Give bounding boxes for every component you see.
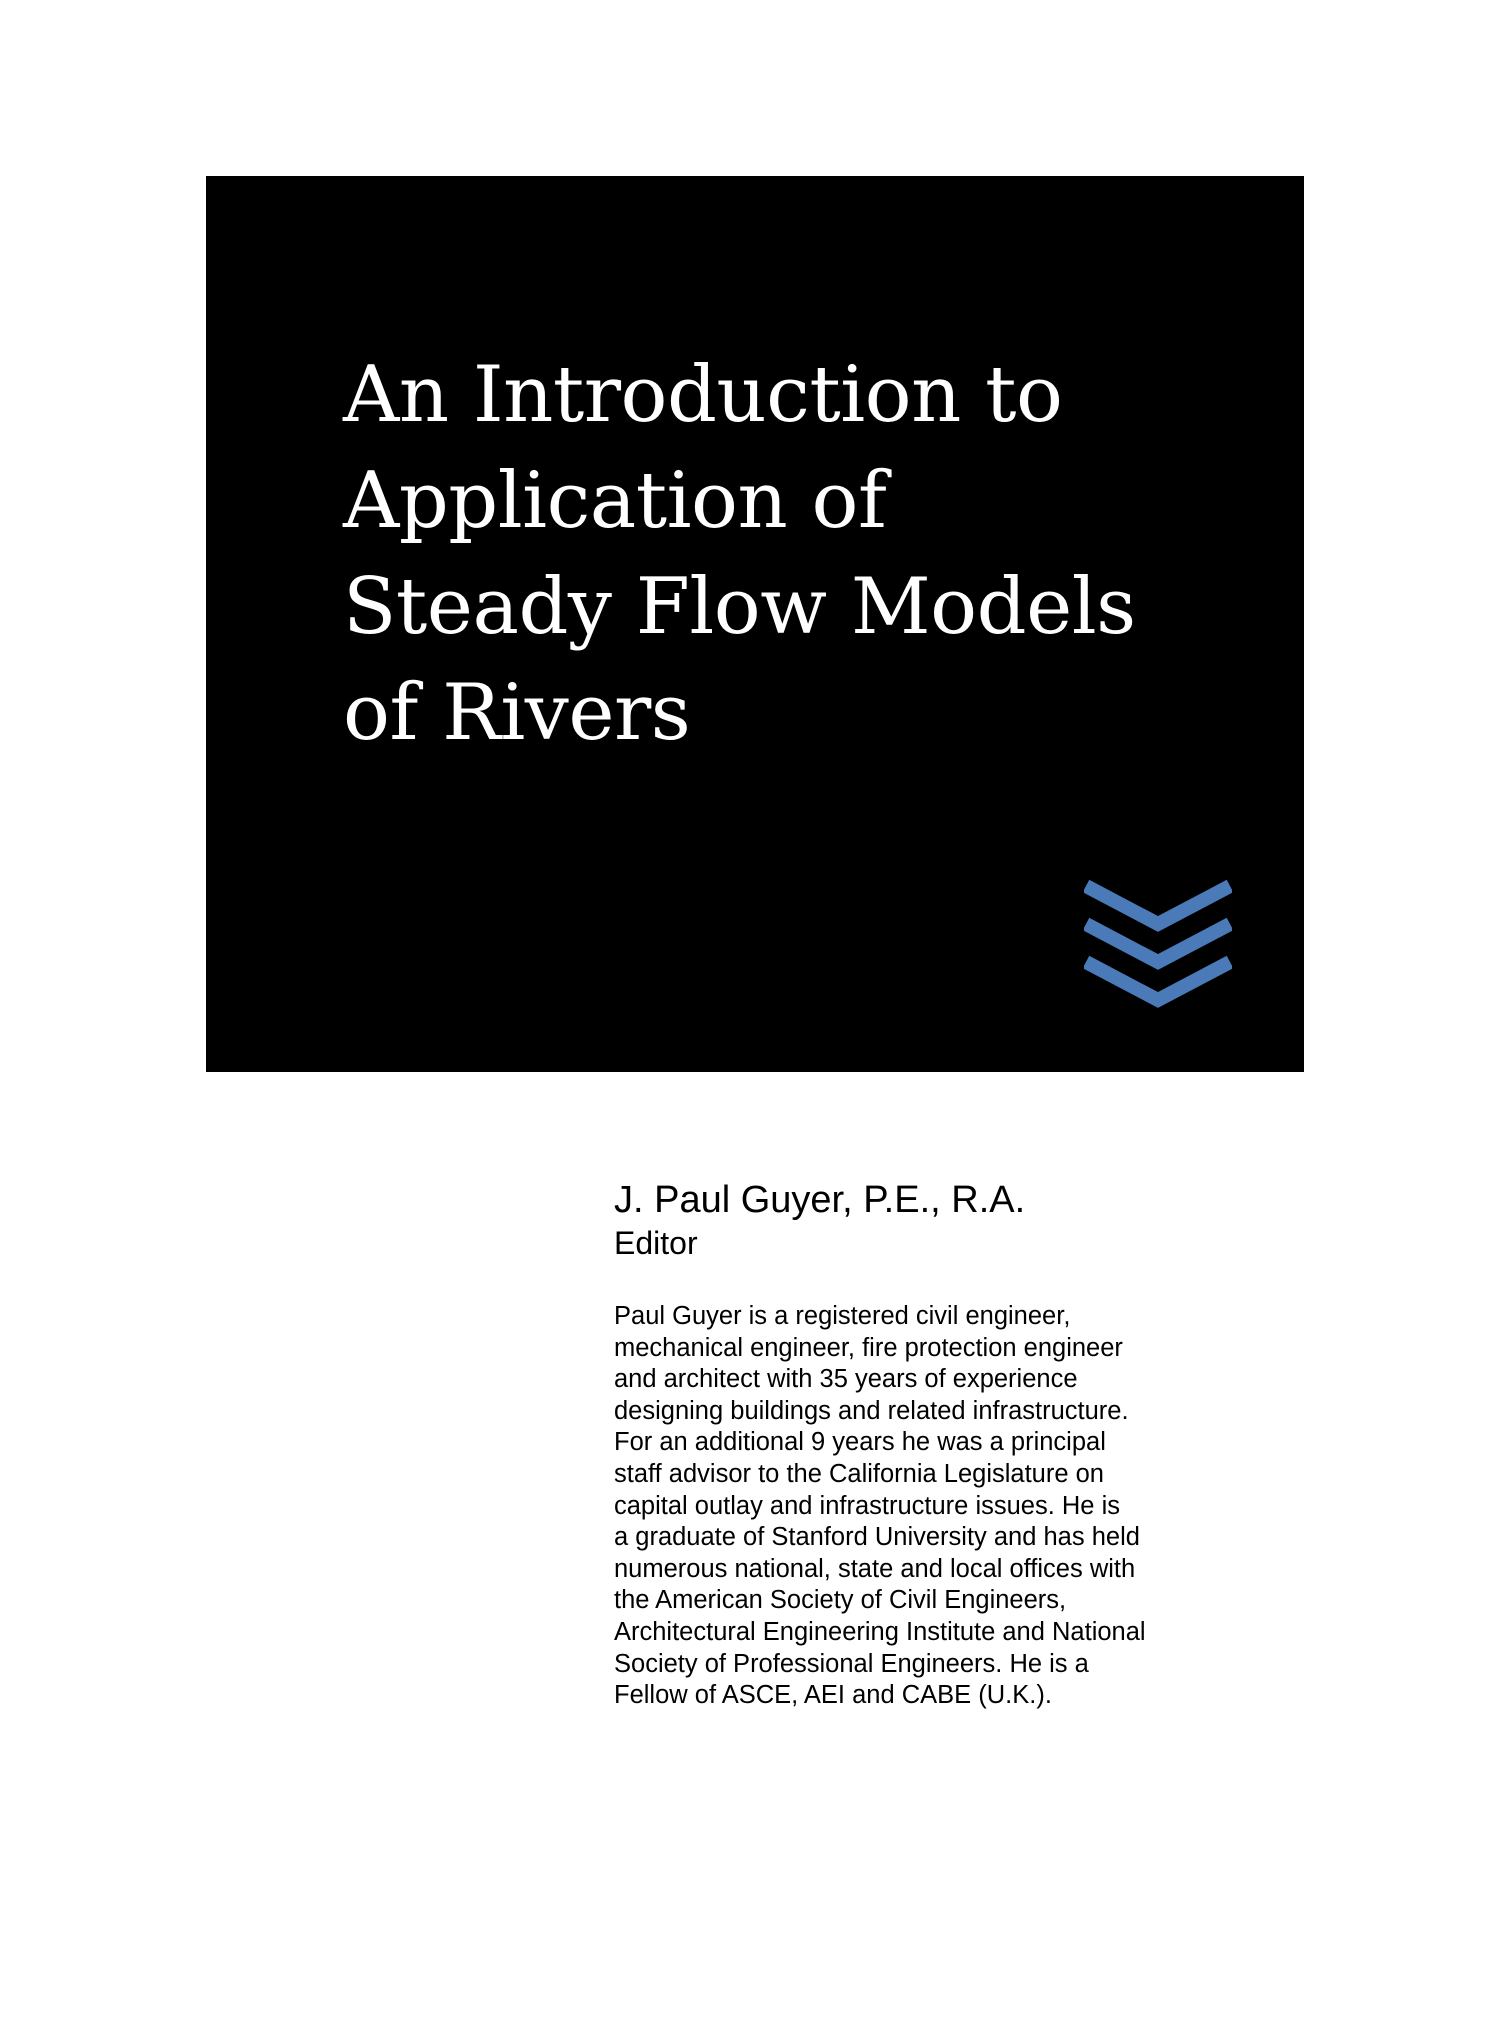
book-title-line-4: of Rivers [343,668,691,758]
cover-panel [206,176,1304,1072]
chevron-top-icon [1086,886,1230,924]
author-block [614,1178,1234,1712]
author-name: J. Paul Guyer, P.E., R.A. [614,1179,1026,1221]
bio-line: For an additional 9 years he was a principal [614,1428,1106,1457]
bio-line: numerous national, state and local offices with [614,1554,1136,1583]
bio-line: Architectural Engineering Institute and National [614,1617,1146,1646]
bio-line: designing buildings and related infrastructure. [614,1396,1129,1425]
bio-line: Fellow of ASCE, AEI and CABE (U.K.). [614,1681,1052,1710]
book-title [343,342,1243,766]
author-bio [614,1301,1234,1712]
bio-line: the American Society of Civil Engineers, [614,1586,1067,1615]
bio-line: Society of Professional Engineers. He is a [614,1649,1089,1678]
bio-line: a graduate of Stanford University and has held [614,1523,1140,1552]
bio-line: capital outlay and infrastructure issues. He is [614,1491,1120,1520]
book-title-line-1: An Introduction to [343,350,1063,440]
book-title-line-2: Application of [343,456,887,546]
bio-line: and architect with 35 years of experience [614,1365,1078,1394]
bio-line: staff advisor to the California Legislature on [614,1459,1104,1488]
book-title-line-3: Steady Flow Models [343,562,1136,652]
author-role: Editor [614,1225,698,1261]
triple-chevron-down-icon [1084,874,1232,1012]
bio-line: mechanical engineer, fire protection engineer [614,1333,1123,1362]
bio-line: Paul Guyer is a registered civil engineer, [614,1302,1071,1330]
